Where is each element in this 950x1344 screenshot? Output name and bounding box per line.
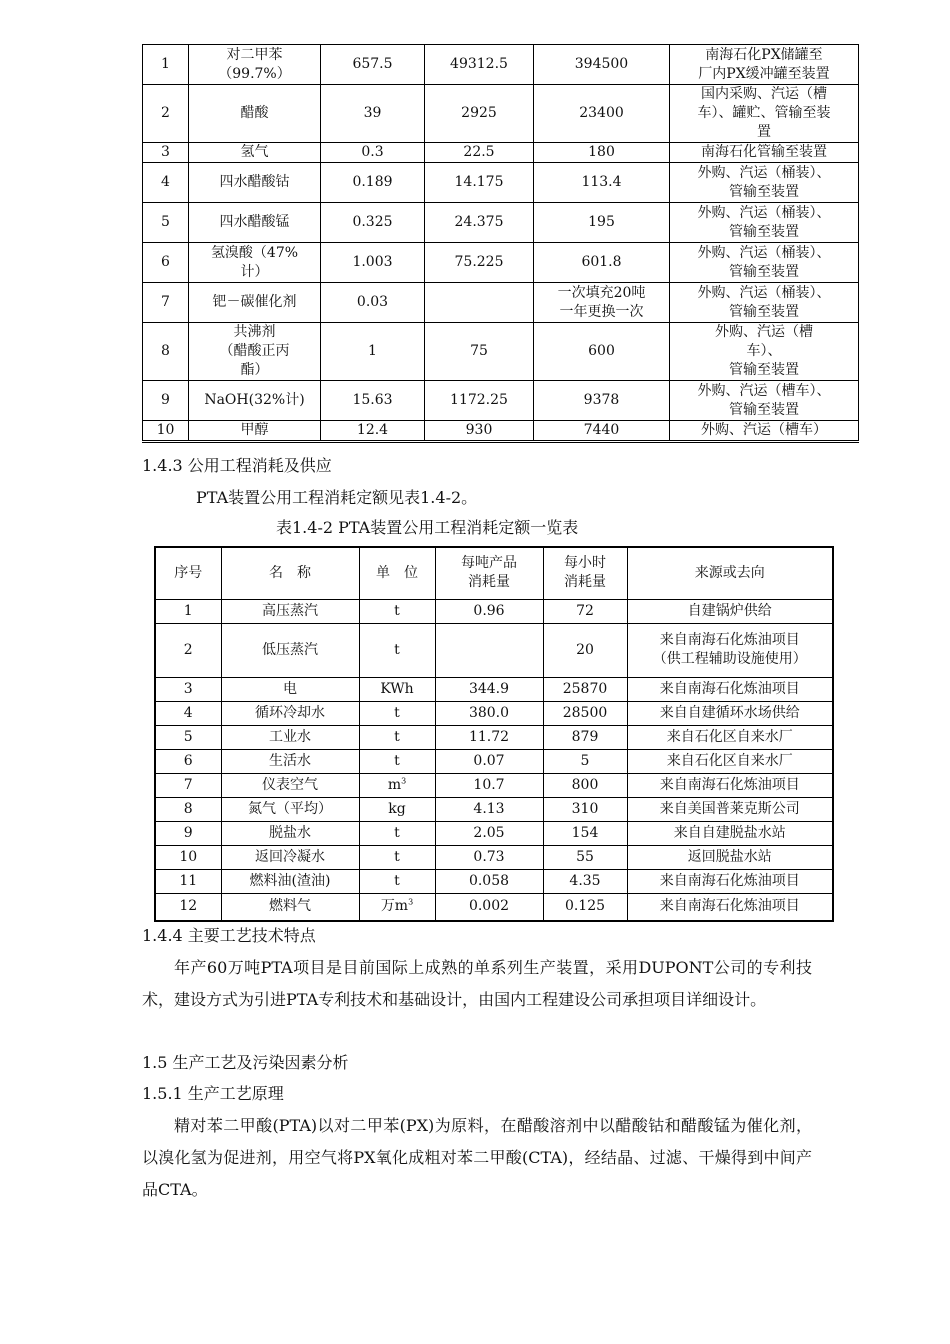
material-source-line: 管输至装置	[729, 362, 799, 378]
section-1-5-1-paragraph: 精对苯二甲酸(PTA)以对二甲苯(PX)为原料，在醋酸溶剂中以醋酸钴和醋酸锰为催化剂，以溴化氢为促进剂，用空气将PX氧化成粗对苯二甲酸(CTA)，经结晶、过滤、干燥得到中间产品CTA。	[142, 1116, 812, 1199]
section-1-4-3-heading: 1.4.3 公用工程消耗及供应	[142, 456, 332, 475]
utility-row	[155, 677, 833, 701]
section-1-5-heading: 1.5 生产工艺及污染因素分析	[142, 1053, 349, 1072]
material-per-ton: 39	[321, 85, 425, 143]
material-per-hour: 22.5	[425, 143, 534, 163]
section-1-4-3-intro: PTA装置公用工程消耗定额见表1.4-2。	[196, 488, 478, 507]
raw-materials-table	[142, 44, 859, 443]
utility-name: 返回冷凝水	[221, 845, 359, 869]
utility-unit-text: t	[394, 602, 400, 619]
utility-unit-superscript: 3	[401, 775, 407, 785]
material-source	[670, 143, 859, 163]
material-per-ton: 0.3	[321, 143, 425, 163]
material-name-line: 计）	[240, 263, 269, 280]
material-per-year: 一次填充20吨 一年更换一次	[534, 283, 670, 323]
material-row	[143, 243, 859, 283]
utility-name: 脱盐水	[221, 821, 359, 845]
utility-per-ton: 2.05	[435, 821, 543, 845]
utility-per-ton: 0.73	[435, 845, 543, 869]
header-per-hour-line: 消耗量	[564, 574, 606, 591]
utility-name: 生活水	[221, 749, 359, 773]
utility-row	[155, 821, 833, 845]
utility-unit-text: t	[394, 872, 400, 889]
material-per-ton: 1	[321, 323, 425, 381]
material-per-hour: 930	[425, 421, 534, 442]
material-row	[143, 283, 859, 323]
material-per-hour: 75	[425, 323, 534, 381]
material-per-hour: 14.175	[425, 163, 534, 203]
material-per-year: 113.4	[534, 163, 670, 203]
material-name-line: 对二甲苯	[226, 46, 283, 63]
utility-unit	[359, 599, 435, 623]
material-source-line: 外购、汽运（槽车）	[701, 422, 827, 438]
utility-per-hour: 310	[543, 797, 627, 821]
header-per-ton-line: 每吨产品	[461, 555, 517, 572]
material-per-year: 7440	[534, 421, 670, 442]
utility-unit	[359, 677, 435, 701]
utility-source-line: 来自石化区自来水厂	[666, 752, 793, 769]
utility-name: 循环冷却水	[221, 701, 359, 725]
utility-source-line: 来自自建脱盐水站	[673, 824, 786, 841]
table-1-4-2-title: 表1.4-2 PTA装置公用工程消耗定额一览表	[276, 518, 579, 537]
material-row	[143, 323, 859, 381]
header-name: 名 称	[221, 547, 359, 599]
utility-per-hour: 800	[543, 773, 627, 797]
utility-row	[155, 869, 833, 893]
utility-per-ton: 380.0	[435, 701, 543, 725]
material-name	[189, 421, 321, 442]
material-name-line: NaOH(32%计)	[204, 392, 305, 408]
material-no: 7	[143, 283, 189, 323]
utility-name: 电	[221, 677, 359, 701]
material-row	[143, 85, 859, 143]
utility-no: 7	[155, 773, 221, 797]
utility-unit	[359, 773, 435, 797]
utility-no: 9	[155, 821, 221, 845]
material-name-line: 四水醋酸锰	[219, 214, 290, 230]
material-source-line: 外购、汽运（桶装）、	[697, 284, 831, 301]
utility-unit-text: t	[394, 752, 400, 769]
utility-source-line: 返回脱盐水站	[687, 848, 772, 865]
material-no: 5	[143, 203, 189, 243]
material-no: 1	[143, 45, 189, 85]
utility-row	[155, 701, 833, 725]
utility-per-ton: 344.9	[435, 677, 543, 701]
header-per-hour	[543, 547, 627, 599]
material-name	[189, 323, 321, 381]
raw-materials-table-body	[143, 45, 859, 442]
header-per-ton-line: 消耗量	[468, 574, 510, 591]
material-no: 6	[143, 243, 189, 283]
material-row	[143, 203, 859, 243]
material-name	[189, 163, 321, 203]
utility-per-ton: 0.96	[435, 599, 543, 623]
material-row	[143, 421, 859, 442]
utility-per-hour: 0.125	[543, 893, 627, 921]
header-per-hour-line: 每小时	[564, 555, 606, 572]
material-name	[189, 45, 321, 85]
utility-source	[627, 773, 833, 797]
material-per-ton: 0.03	[321, 283, 425, 323]
material-per-year: 195	[534, 203, 670, 243]
utility-row	[155, 725, 833, 749]
utility-unit-text: t	[394, 728, 400, 745]
utility-unit	[359, 797, 435, 821]
material-name	[189, 143, 321, 163]
material-source-line: 外购、汽运（桶装）、	[697, 164, 831, 181]
material-source	[670, 283, 859, 323]
utility-row	[155, 623, 833, 677]
material-per-hour: 2925	[425, 85, 534, 143]
material-per-hour: 1172.25	[425, 381, 534, 421]
utility-source	[627, 893, 833, 921]
utility-per-ton: 11.72	[435, 725, 543, 749]
material-per-hour: 24.375	[425, 203, 534, 243]
material-per-year: 23400	[534, 85, 670, 143]
material-name-line: 氢气	[240, 144, 269, 160]
material-no: 8	[143, 323, 189, 381]
material-source-line: 管输至装置	[729, 183, 799, 200]
material-per-year: 9378	[534, 381, 670, 421]
material-name	[189, 85, 321, 143]
utility-per-ton: 0.07	[435, 749, 543, 773]
utility-no: 6	[155, 749, 221, 773]
utility-no: 5	[155, 725, 221, 749]
utility-row	[155, 797, 833, 821]
utility-source-line: 来自美国普莱克斯公司	[659, 800, 800, 817]
material-no: 10	[143, 421, 189, 442]
material-row	[143, 45, 859, 85]
material-source-line: 外购、汽运（槽	[715, 324, 813, 340]
utility-name: 氮气（平均）	[221, 797, 359, 821]
utility-per-hour: 28500	[543, 701, 627, 725]
utility-unit-text: KWh	[380, 680, 414, 697]
material-source-line: 管输至装置	[729, 303, 799, 320]
material-source	[670, 203, 859, 243]
utility-per-hour: 154	[543, 821, 627, 845]
material-no: 2	[143, 85, 189, 143]
material-per-ton: 15.63	[321, 381, 425, 421]
utility-per-hour: 72	[543, 599, 627, 623]
material-no: 3	[143, 143, 189, 163]
utility-source-line: 来自石化区自来水厂	[666, 728, 793, 745]
utility-unit	[359, 701, 435, 725]
utility-unit-text: t	[394, 848, 400, 865]
utility-source-line: 来自南海石化炼油项目	[659, 872, 800, 889]
material-per-ton: 0.325	[321, 203, 425, 243]
section-1-4-4-paragraph: 年产60万吨PTA项目是目前国际上成熟的单系列生产装置，采用DUPONT公司的专利技术，建设方式为引进PTA专利技术和基础设计，由国内工程建设公司承担项目详细设计。	[142, 958, 812, 1009]
utility-row	[155, 773, 833, 797]
material-source-line: 厂内PX缓冲罐至装置	[698, 65, 830, 82]
utility-unit-superscript: 3	[408, 897, 414, 907]
material-source	[670, 421, 859, 442]
utility-per-ton	[435, 623, 543, 677]
utility-name: 高压蒸汽	[221, 599, 359, 623]
utilities-consumption-table	[154, 546, 834, 922]
utility-no: 11	[155, 869, 221, 893]
utility-source-line: 自建锅炉供给	[687, 602, 772, 619]
utility-source-line: 来自南海石化炼油项目	[659, 776, 800, 793]
utility-unit	[359, 821, 435, 845]
material-per-year: 601.8	[534, 243, 670, 283]
material-source-line: 管输至装置	[729, 263, 799, 280]
material-source	[670, 163, 859, 203]
utility-unit-text: t	[394, 704, 400, 721]
utility-source-line: 来自自建循环水场供给	[659, 704, 800, 721]
utility-unit-text: kg	[388, 800, 406, 817]
section-1-5-1-heading: 1.5.1 生产工艺原理	[142, 1084, 284, 1103]
utility-row	[155, 893, 833, 921]
material-per-year: 394500	[534, 45, 670, 85]
material-name-line: 钯－碳催化剂	[212, 294, 297, 310]
material-source-line: 外购、汽运（槽车）、	[697, 382, 831, 399]
material-per-ton: 12.4	[321, 421, 425, 442]
utility-source	[627, 869, 833, 893]
material-source-line: 管输至装置	[729, 401, 799, 418]
utility-unit-text: t	[394, 641, 400, 658]
material-row	[143, 143, 859, 163]
utility-unit	[359, 623, 435, 677]
utilities-table-body	[155, 599, 833, 921]
material-name	[189, 243, 321, 283]
material-source-line: 外购、汽运（桶装）、	[697, 204, 831, 221]
utility-source-line: （供工程辅助设施使用）	[652, 651, 807, 667]
material-no: 9	[143, 381, 189, 421]
utility-source-line: 来自南海石化炼油项目	[659, 632, 800, 648]
utility-row	[155, 845, 833, 869]
material-name-line: 酯）	[240, 362, 269, 378]
utility-per-ton: 0.002	[435, 893, 543, 921]
utility-source	[627, 821, 833, 845]
utility-name: 工业水	[221, 725, 359, 749]
material-row	[143, 163, 859, 203]
material-per-hour	[425, 283, 534, 323]
utility-unit	[359, 893, 435, 921]
material-name-line: 氢溴酸（47%	[210, 244, 299, 261]
utility-per-hour: 55	[543, 845, 627, 869]
section-1-4-4-heading: 1.4.4 主要工艺技术特点	[142, 926, 316, 945]
utility-name: 燃料气	[221, 893, 359, 921]
utility-source-line: 来自南海石化炼油项目	[659, 898, 800, 915]
material-row	[143, 381, 859, 421]
utility-name: 燃料油(渣油)	[221, 869, 359, 893]
material-source	[670, 243, 859, 283]
material-per-ton: 1.003	[321, 243, 425, 283]
material-name-line: 共沸剂	[233, 324, 276, 340]
header-unit: 单 位	[359, 547, 435, 599]
material-name	[189, 381, 321, 421]
material-name	[189, 283, 321, 323]
utility-unit	[359, 845, 435, 869]
utilities-header-row	[155, 547, 833, 599]
material-source	[670, 45, 859, 85]
material-no: 4	[143, 163, 189, 203]
utility-per-ton: 0.058	[435, 869, 543, 893]
utility-no: 8	[155, 797, 221, 821]
material-name-line: 四水醋酸钴	[219, 174, 290, 190]
utility-source	[627, 623, 833, 677]
material-source	[670, 323, 859, 381]
material-name	[189, 203, 321, 243]
material-source-line: 管输至装置	[729, 223, 799, 240]
material-name-line: 醋酸	[240, 105, 269, 121]
utility-per-hour: 20	[543, 623, 627, 677]
utility-source	[627, 749, 833, 773]
material-source	[670, 381, 859, 421]
utility-per-hour: 25870	[543, 677, 627, 701]
utility-unit	[359, 749, 435, 773]
utility-per-hour: 879	[543, 725, 627, 749]
utility-unit-text: m	[387, 776, 402, 793]
material-name-line: 甲醇	[240, 422, 269, 438]
utility-unit-text: 万m	[380, 898, 409, 915]
material-source	[670, 85, 859, 143]
material-per-hour: 49312.5	[425, 45, 534, 85]
utility-unit-text: t	[394, 824, 400, 841]
material-name-line: （醋酸正丙	[219, 343, 290, 359]
utility-no: 10	[155, 845, 221, 869]
utility-source	[627, 845, 833, 869]
material-source-line: 南海石化管输至装置	[701, 144, 827, 160]
utility-no: 4	[155, 701, 221, 725]
material-source-line: 车）、	[746, 343, 782, 359]
utility-row	[155, 599, 833, 623]
material-source-line: 南海石化PX储罐至	[705, 46, 823, 63]
utility-per-hour: 5	[543, 749, 627, 773]
header-no: 序号	[155, 547, 221, 599]
material-source-line: 置	[757, 124, 771, 140]
utility-no: 3	[155, 677, 221, 701]
utility-no: 12	[155, 893, 221, 921]
material-source-line: 车）、罐贮、管输至装	[697, 105, 831, 121]
utility-source	[627, 725, 833, 749]
utility-per-ton: 4.13	[435, 797, 543, 821]
utility-no: 1	[155, 599, 221, 623]
material-per-year: 600	[534, 323, 670, 381]
material-per-ton: 657.5	[321, 45, 425, 85]
utility-per-ton: 10.7	[435, 773, 543, 797]
utility-per-hour: 4.35	[543, 869, 627, 893]
utility-source-line: 来自南海石化炼油项目	[659, 680, 800, 697]
material-per-hour: 75.225	[425, 243, 534, 283]
utility-unit	[359, 869, 435, 893]
utility-source	[627, 797, 833, 821]
utility-source	[627, 677, 833, 701]
utility-source	[627, 599, 833, 623]
utility-unit	[359, 725, 435, 749]
header-per-ton	[435, 547, 543, 599]
material-source-line: 国内采购、汽运（槽	[701, 86, 827, 102]
utility-source	[627, 701, 833, 725]
material-name-line: （99.7%）	[218, 65, 291, 82]
utility-name: 仪表空气	[221, 773, 359, 797]
material-per-year: 180	[534, 143, 670, 163]
utility-name: 低压蒸汽	[221, 623, 359, 677]
utility-no: 2	[155, 623, 221, 677]
material-per-ton: 0.189	[321, 163, 425, 203]
utility-row	[155, 749, 833, 773]
header-source: 来源或去向	[627, 547, 833, 599]
material-source-line: 外购、汽运（桶装）、	[697, 244, 831, 261]
